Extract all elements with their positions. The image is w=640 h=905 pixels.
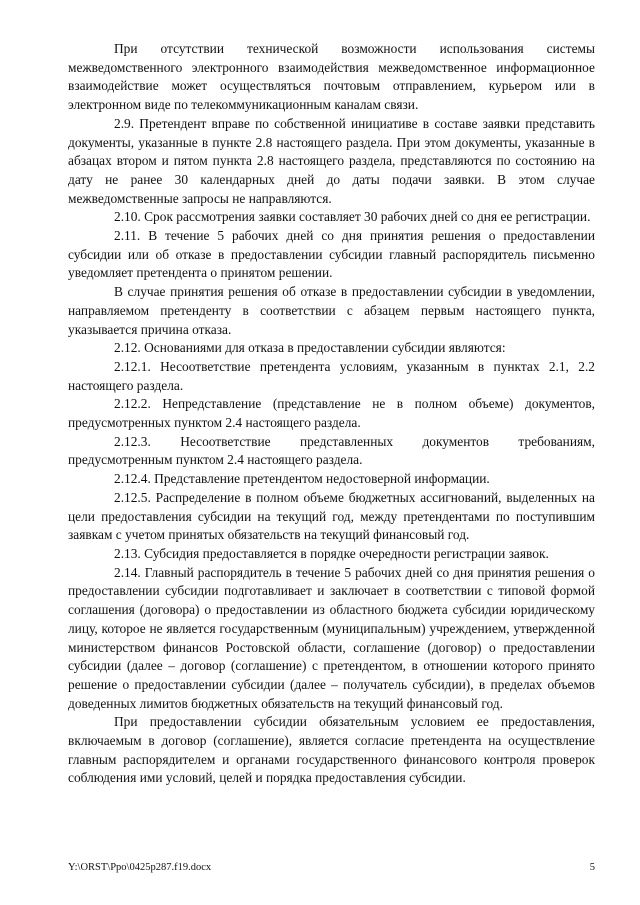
paragraph-2-12-5: 2.12.5. Распределение в полном объеме бюджетных ассигнований, выделенных на цели предоставления субсидии на текущий год, между претендентами по поступившим заявкам с учетом принятых обязательств на текущий финансовый год. (68, 489, 595, 543)
paragraph-2-13: 2.13. Субсидия предоставляется в порядке очередности регистрации заявок. (114, 545, 549, 561)
paragraph-2-11: 2.11. В течение 5 рабочих дней со дня принятия решения о предоставлении субсидии или об отказе в предоставлении субсидии главный распорядитель письменно уведомляет претендента о принятом решении. (68, 228, 595, 281)
document-body (68, 40, 595, 788)
paragraph-2-9: 2.9. Претендент вправе по собственной инициативе в составе заявки представить документы, указанные в пункте 2.8 настоящего раздела. При этом документы, указанные в абзацах втором и пятом пункта 2.8 настоящего раздела, представляются по состоянию на дату не ранее 30 календарных дней до даты подачи заявки. В этом случае межведомственные запросы не направляются. (68, 115, 595, 206)
paragraph-2-12-4: 2.12.4. Представление претендентом недостоверной информации. (114, 471, 490, 487)
paragraph-mandatory-condition: При предоставлении субсидии обязательным условием ее предоставления, включаемым в договор (соглашение), является согласие претендента на осуществление главным распорядителем и органами государственного финансового контроля проверок соблюдения ими условий, целей и порядка предоставления субсидии. (68, 714, 595, 786)
paragraph-2-14: 2.14. Главный распорядитель в течение 5 рабочих дней со дня принятия решения о предоставлении субсидии подготавливает и заключает в соответствии с типовой формой соглашения (договора) о предоставлении из областного бюджета субсидии юридическому лицу, которое не является государственным (муниципальным) учреждением, утвержденной министерством финансов Ростовской области, соглашение (договор) о предоставлении субсидии (далее – договор (соглашение) с претендентом, в отношении которого принято решение о предоставлении субсидии (далее – получатель субсидии), в пределах объемов доведенных лимитов бюджетных обязательств на текущий финансовый год. (68, 564, 595, 711)
paragraph-2-12-1: 2.12.1. Несоответствие претендента условиям, указанным в пунктах 2.1, 2.2 настоящего раздела. (68, 358, 595, 393)
paragraph-2-12: 2.12. Основаниями для отказа в предоставлении субсидии являются: (114, 340, 506, 356)
page-footer (68, 862, 595, 874)
paragraph-2-12-2: 2.12.2. Непредставление (представление не в полном объеме) документов, предусмотренных пунктом 2.4 настоящего раздела. (68, 396, 595, 431)
footer-file-path: Y:\ORST\Ppo\0425p287.f19.docx (68, 862, 212, 873)
paragraph-2-10: 2.10. Срок рассмотрения заявки составляет 30 рабочих дней со дня ее регистрации. (114, 209, 591, 225)
paragraph-refusal-reason: В случае принятия решения об отказе в предоставлении субсидии в уведомлении, направляемом претенденту в соответствии с абзацем первым настоящего пункта, указывается причина отказа. (68, 284, 595, 337)
page-number: 5 (589, 862, 595, 873)
paragraph-2-12-3: 2.12.3. Несоответствие представленных документов требованиям, предусмотренным пунктом 2.4 настоящего раздела. (68, 433, 595, 468)
paragraph-interagency-exchange: При отсутствии технической возможности использования системы межведомственного электронного взаимодействия межведомственное информационное взаимодействие может осуществляться почтовым отправлением, курьером или в электронном виде по телекоммуникационным каналам связи. (68, 41, 595, 113)
